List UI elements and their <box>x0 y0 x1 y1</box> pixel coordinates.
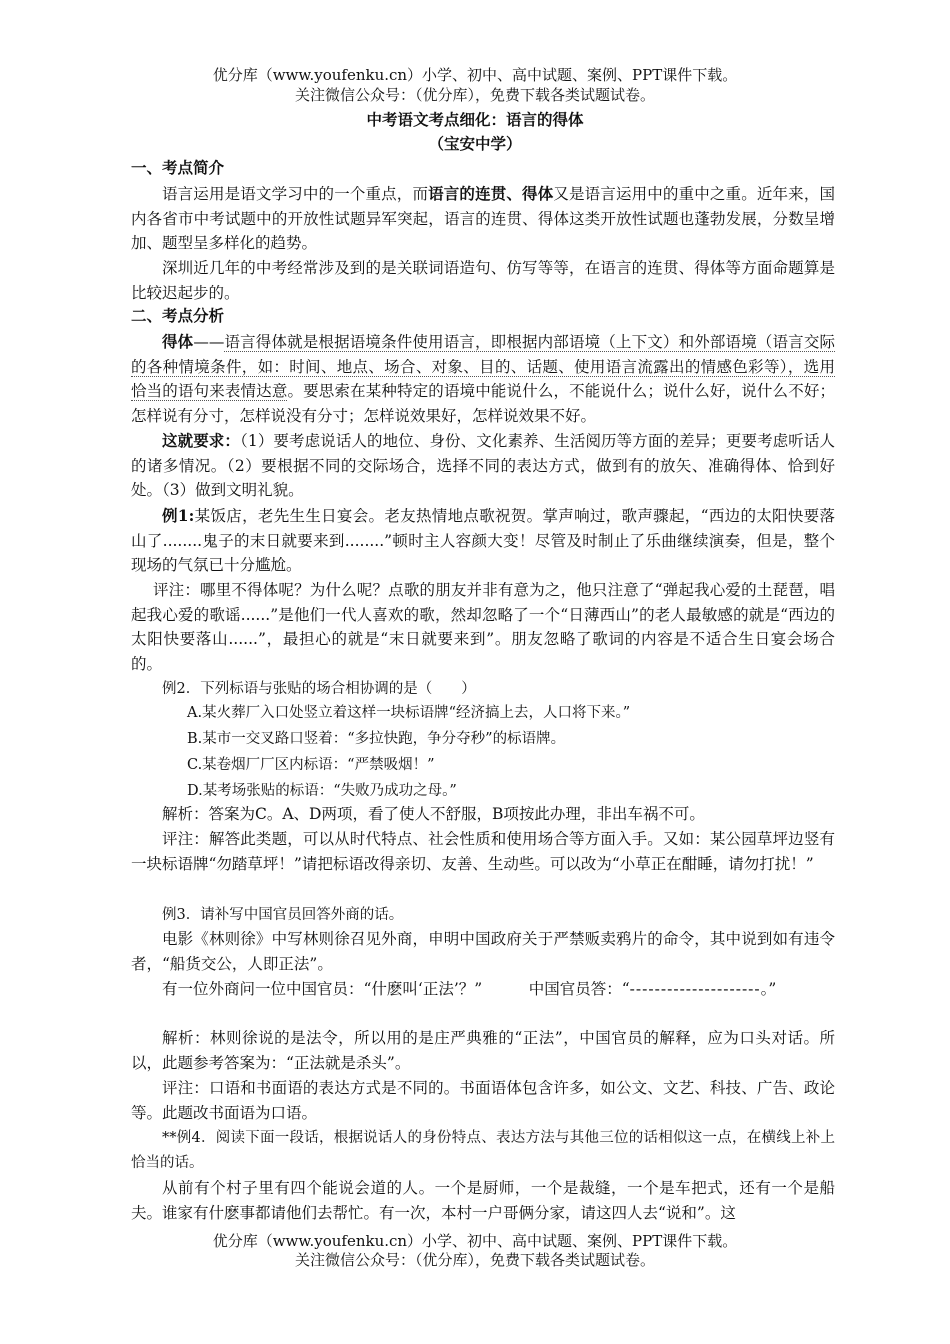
footer-line-1: 优分库（www.youfenku.cn）小学、初中、高中试题、案例、PPT课件下载。 <box>212 1232 738 1250</box>
example-2-option-b: B.某市一交叉路口竖着：“多拉快跑，争分夺秒”的标语牌。 <box>187 731 566 747</box>
example-3-text: 电影《林则徐》中写林则徐召见外商，申明中国政府关于严禁贩卖鸦片的命令，其中说到如有违令者，“船货交公，人即正法”。 <box>131 930 835 973</box>
example-3-dialog: 有一位外商问一位中国官员：“什麽叫‘正法’？” 中国官员答：“---------------------。” <box>162 980 777 998</box>
footer-line-2: 关注微信公众号：（优分库），免费下载各类试题试卷。 <box>294 1251 655 1269</box>
example-4-text: 从前有个村子里有四个能说会道的人。一个是厨师，一个是裁缝，一个是车把式，还有一个是船夫。谁家有什麽事都请他们去帮忙。有一次，本村一户哥俩分家，请这四人去“说和”。这 <box>131 1179 835 1222</box>
section-1-heading: 一、考点简介 <box>131 158 225 177</box>
requirements-paragraph: 这就要求：（1）要考虑说话人的地位、身份、文化素养、生活阅历等方面的差异；更要考虑听话人的诸多情况。（2）要根据不同的交际场合，选择不同的表达方式，做到有的放矢、准确得体、恰到好处。（3）做到文明礼貌。 <box>131 431 835 499</box>
definition-underlined: 语言得体就是根据语境条件使用语言，即根据内部语境（上下文）和外部语境（语言交际的各种情境条件，如：时间、地点、场合、对象、目的、话题、使用语言流露出的情感色彩等），选用恰当的语句来表情达意 <box>131 333 835 400</box>
example-2-block <box>131 678 835 804</box>
example-2-comment: 评注：解答此类题，可以从时代特点、社会性质和使用场合等方面入手。又如：某公园草坪边竖有一块标语牌“勿踏草坪！”请把标语改得亲切、友善、生动些。可以改为“小草正在酣睡，请勿打扰！” <box>131 830 835 873</box>
definition-term: 得体 <box>162 332 194 351</box>
definition-paragraph: 得体——语言得体就是根据语境条件使用语言，即根据内部语境（上下文）和外部语境（语言交际的各种情境条件，如：时间、地点、场合、对象、目的、话题、使用语言流露出的情感色彩等），选用恰当的语句来表情达意。要思索在某种特定的语境中能说什么，不能说什么；说什么好，说什么不好；怎样说有分寸，怎样说没有分寸；怎样说效果好，怎样说效果不好。 <box>131 332 835 425</box>
example-3-analysis: 解析：林则徐说的是法令，所以用的是庄严典雅的“正法”，中国官员的解释，应为口头对话。所以，此题参考答案为：“正法就是杀头”。 <box>131 1029 835 1072</box>
header-line-1: 优分库（www.youfenku.cn）小学、初中、高中试题、案例、PPT课件下载。 <box>212 66 738 84</box>
example-4-question: **例4．阅读下面一段话，根据说话人的身份特点、表达方法与其他三位的话相似这一点，在横线上补上恰当的话。 <box>131 1130 835 1171</box>
answer-blank[interactable]: --------------------- <box>629 980 761 998</box>
example-3-comment: 评注：口语和书面语的表达方式是不同的。书面语体包含许多，如公文、文艺、科技、广告、政论等。此题改书面语为口语。 <box>131 1079 835 1122</box>
example-1-paragraph: 例1:某饭店，老先生生日宴会。老友热情地点歌祝贺。掌声响过，歌声骤起，“西边的太阳快要落山了........鬼子的末日就要来到........”顿时主人容颜大变！尽管及时制止了乐曲继续演奏，但是，整个现场的气氛已十分尴尬。 <box>131 506 835 574</box>
section-1-paragraph-1: 语言运用是语文学习中的一个重点，而语言的连贯、得体又是语言运用中的重中之重。近年来，国内各省市中考试题中的开放性试题异军突起，语言的连贯、得体这类开放性试题也蓬勃发展，分数呈增加、题型呈多样化的趋势。 <box>131 184 835 252</box>
requirements-label: 这就要求： <box>162 431 241 450</box>
section-2-heading: 二、考点分析 <box>131 306 225 325</box>
example-2-option-a: A.某火葬厂入口处竖立着这样一块标语牌“经济搞上去，人口将下来。” <box>187 705 631 721</box>
section-1-paragraph-2: 深圳近几年的中考经常涉及到的是关联词语造句、仿写等等，在语言的连贯、得体等方面命题算是比较迟起步的。 <box>131 259 835 302</box>
header-line-2: 关注微信公众号：（优分库），免费下载各类试题试卷。 <box>294 86 655 104</box>
document-subtitle: （宝安中学） <box>428 134 522 153</box>
example-3-question: 例3．请补写中国官员回答外商的话。 <box>162 907 404 923</box>
example-2-option-d: D.某考场张贴的标语：“失败乃成功之母。” <box>187 783 457 799</box>
example-2-option-c: C.某卷烟厂厂区内标语：“严禁吸烟！” <box>187 757 435 773</box>
example-2-question: 例2．下列标语与张贴的场合相协调的是（ ） <box>162 681 476 697</box>
emphasis-text: 语言的连贯、得体 <box>428 184 554 203</box>
example-2-analysis: 解析：答案为C。A、D两项，看了使人不舒服，B项按此办理，非出车祸不可。 <box>162 805 705 823</box>
example-1-label: 例1: <box>162 506 195 525</box>
document-title: 中考语文考点细化：语言的得体 <box>366 110 584 129</box>
example-1-comment: 评注：哪里不得体呢？为什么呢？点歌的朋友并非有意为之，他只注意了“弹起我心爱的土琵琶，唱起我心爱的歌谣......”是他们一代人喜欢的歌，然却忽略了一个“日薄西山”的老人最敏感的就是“西边的太阳快要落山......”，最担心的就是“末日就要来到”。朋友忽略了歌词的内容是不适合生日宴会场合的。 <box>131 581 835 673</box>
